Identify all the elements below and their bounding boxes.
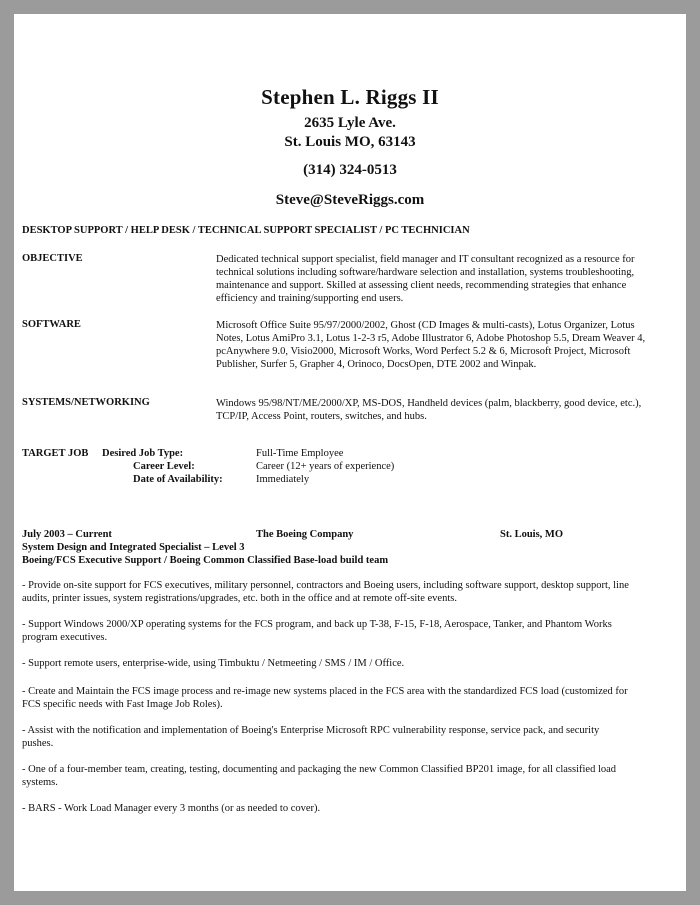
availability-label: Date of Availability:	[133, 474, 223, 485]
address-line-2: St. Louis MO, 63143	[284, 134, 416, 150]
experience-bullet: - Support remote users, enterprise-wide, using Timbuktu / Netmeeting / SMS / IM / Office.	[22, 658, 405, 669]
availability-value: Immediately	[256, 474, 310, 485]
career-level-value: Career (12+ years of experience)	[256, 461, 395, 472]
experience-bullet: - Provide on-site support for FCS executives, military personnel, contractors and Boeing users, including software support, desktop support, line audits, printer issues, system registrations/upgrades, etc. both in the office and at remote off-site events.	[22, 580, 629, 604]
systems-text: Windows 95/98/NT/ME/2000/XP, MS-DOS, Handheld devices (palm, blackberry, good device, etc.), TCP/IP, Access Point, routers, switches, and hubs.	[216, 398, 642, 422]
experience-bullet: - Support Windows 2000/XP operating systems for the FCS program, and back up T-38, F-15, F-18, Aerospace, Tanker, and Phantom Works program executives.	[22, 619, 612, 643]
job-team: Boeing/FCS Executive Support / Boeing Common Classified Base-load build team	[22, 555, 389, 566]
desired-job-type-value: Full-Time Employee	[256, 448, 344, 459]
experience-bullet: - Create and Maintain the FCS image process and re-image new systems placed in the FCS area with the standardized FCS load (customized for FCS specific needs with Fast Image Job Roles).	[22, 686, 628, 710]
objective-label: OBJECTIVE	[22, 253, 83, 264]
experience-bullet: - One of a four-member team, creating, testing, documenting and packaging the new Common Classified BP201 image, for all classified load systems.	[22, 764, 617, 788]
job-dates: July 2003 – Current	[22, 529, 112, 540]
phone-number: (314) 324-0513	[303, 162, 397, 178]
experience-bullet: - Assist with the notification and implementation of Boeing's Enterprise Microsoft RPC vulnerability response, service pack, and security pushes.	[22, 725, 600, 749]
desired-job-type-label: Desired Job Type:	[102, 448, 184, 459]
job-title-line: DESKTOP SUPPORT / HELP DESK / TECHNICAL SUPPORT SPECIALIST / PC TECHNICIAN	[22, 225, 470, 236]
address-line-1: 2635 Lyle Ave.	[304, 115, 396, 131]
email-address: Steve@SteveRiggs.com	[275, 192, 425, 208]
systems-label: SYSTEMS/NETWORKING	[22, 397, 150, 408]
software-text: Microsoft Office Suite 95/97/2000/2002, Ghost (CD Images & multi-casts), Lotus Organizer, Lotus Notes, Lotus AmiPro 3.1, Lotus 1-2-3 r5, Adobe Illustrator 6, Adobe Photoshop 5.5, Dream Weaver 4, pcAnywhere 9.0, Visio2000, Microsoft Works, Word Perfect 5.2 & 6, Microsoft Project, Microsoft Publisher, Surfer 5, Grapher 4, Orinoco, DocsOpen, DTE 2002 and Winpak.	[216, 320, 646, 370]
job-role: System Design and Integrated Specialist – Level 3	[22, 542, 245, 553]
job-location: St. Louis, MO	[500, 529, 564, 540]
company-name: The Boeing Company	[256, 529, 354, 540]
experience-bullet: - BARS - Work Load Manager every 3 months (or as needed to cover).	[22, 803, 321, 814]
objective-text: Dedicated technical support specialist, field manager and IT consultant recognized as a resource for technical solutions including software/hardware selection and installation, systems troubleshooting, maintenance and support. Skilled at assessing client needs, recommending strategies that enhance efficiency and training/supporting end users.	[216, 254, 635, 304]
career-level-label: Career Level:	[133, 461, 195, 472]
resume-page	[14, 14, 686, 891]
target-job-label: TARGET JOB	[22, 448, 89, 459]
software-label: SOFTWARE	[22, 319, 81, 330]
candidate-name: Stephen L. Riggs II	[261, 85, 439, 109]
